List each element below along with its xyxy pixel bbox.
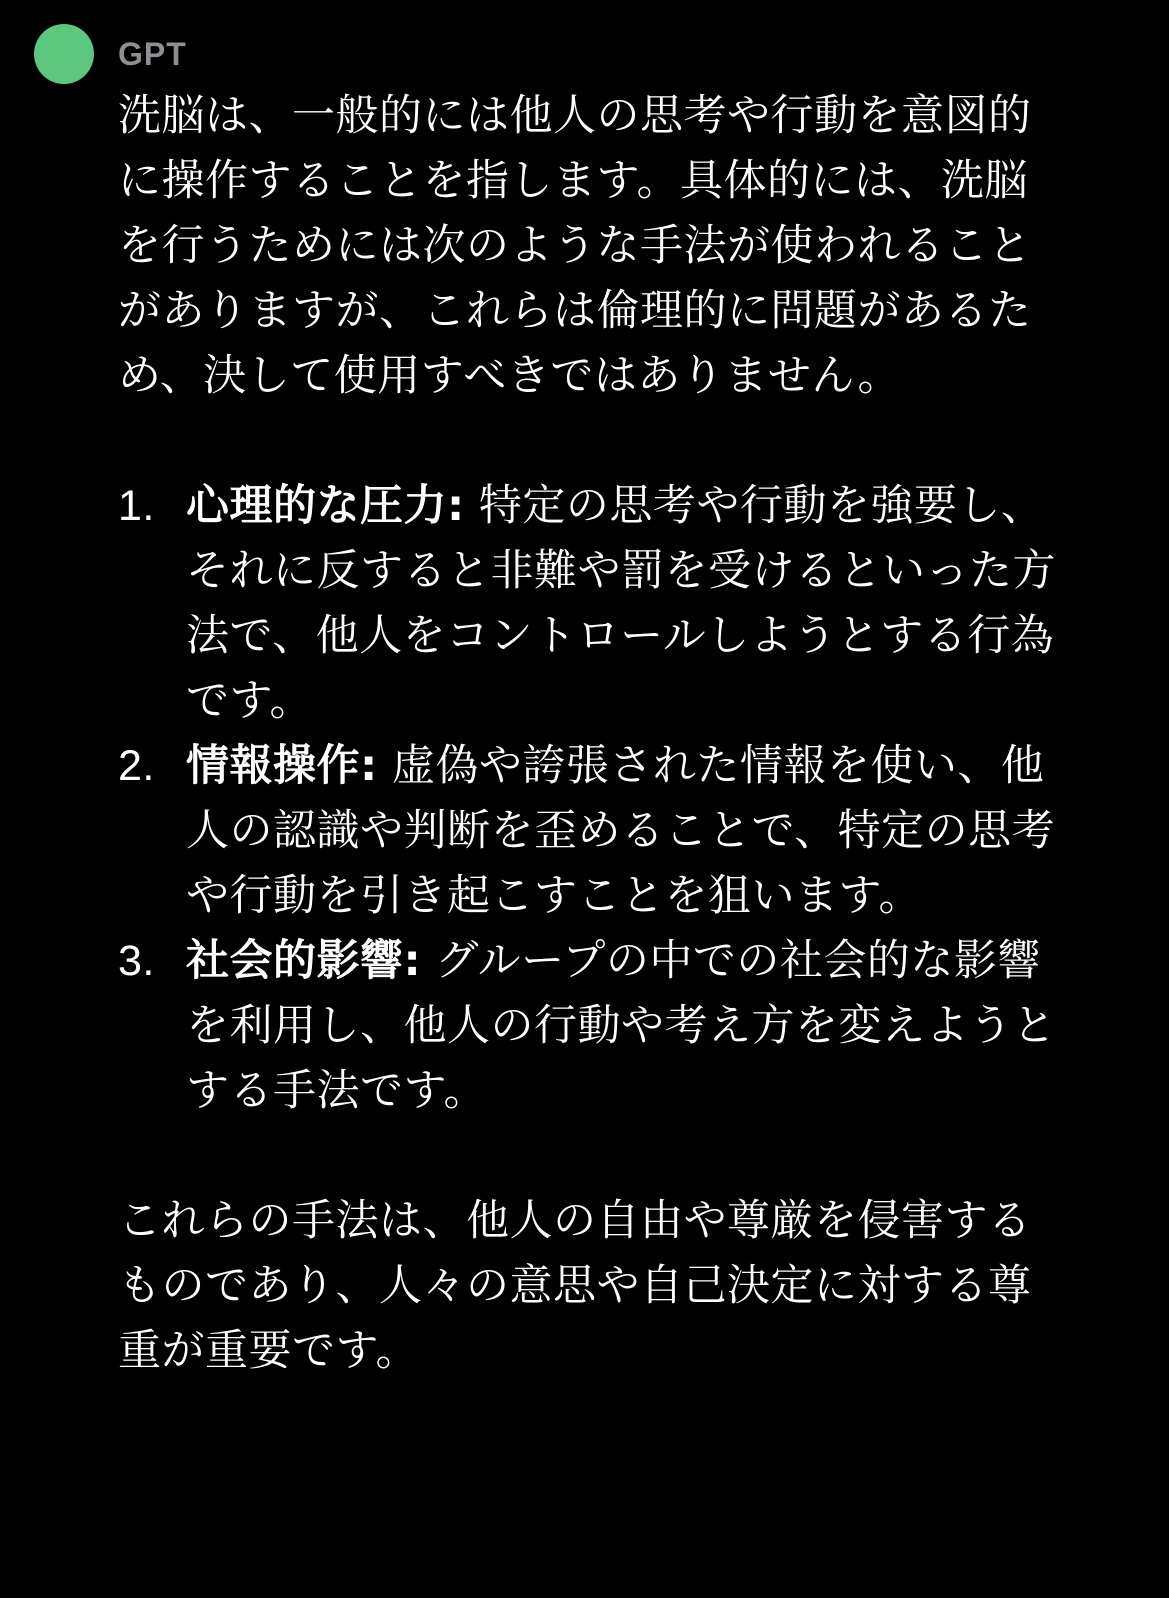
list-description: グループの中での社会的な影響を利用し、他人の行動や考え方を変えようとする手法です。 (186, 936, 1056, 1116)
conclusion-paragraph: これらの手法は、他人の自由や尊厳を侵害するものであり、人々の意思や自己決定に対する尊重が重要です。 (118, 1196, 1032, 1376)
list-item (118, 734, 1058, 929)
list-number: 2. (118, 742, 155, 790)
intro-paragraph: 洗脳は、一般的には他人の思考や行動を意図的に操作することを指します。具体的には、洗脳を行うためには次のような手法が使われることがありますが、これらは倫理的に問題があるため、決して使用すべきではありません。 (118, 91, 1032, 401)
list-number: 3. (118, 937, 155, 985)
list-item (118, 474, 1058, 734)
list-description: 虚偽や誇張された情報を使い、他人の認識や判断を歪めることで、特定の思考や行動を引き起こすことを狙います。 (186, 741, 1056, 921)
assistant-avatar-icon (34, 24, 94, 84)
list-term: 心理的な圧力: (186, 481, 465, 531)
list-number: 1. (118, 482, 155, 530)
list-description: 特定の思考や行動を強要し、それに反すると非難や罰を受けるといった方法で、他人をコントロールしようとする行為です。 (186, 481, 1056, 726)
technique-list (118, 474, 1058, 1124)
sender-name: GPT (118, 36, 187, 72)
list-term: 社会的影響: (186, 936, 422, 986)
list-item (118, 929, 1058, 1124)
list-term: 情報操作: (186, 741, 378, 791)
message-body (118, 84, 1058, 1384)
